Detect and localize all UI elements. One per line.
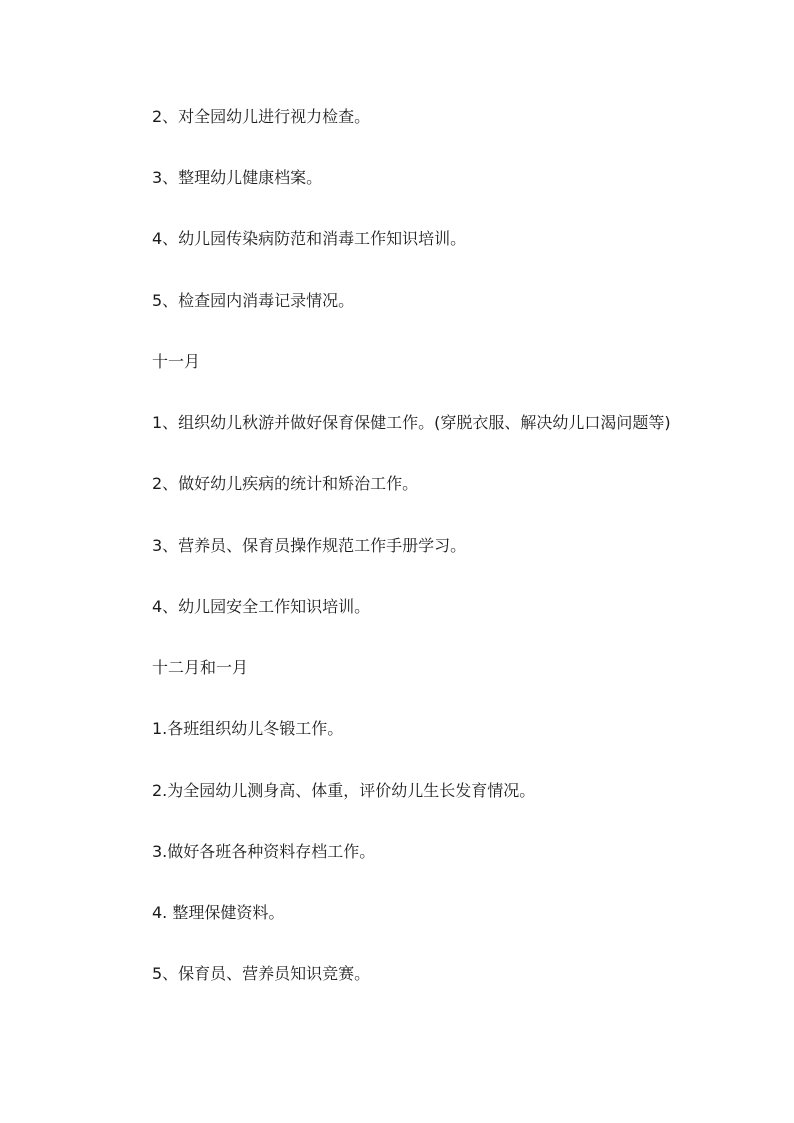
list-item-winter-exercise: 1.各班组织幼儿冬锻工作。 (152, 719, 344, 738)
list-item-manual-study: 3、营养员、保育员操作规范工作手册学习。 (152, 536, 467, 555)
list-item-disease-training: 4、幼儿园传染病防范和消毒工作知识培训。 (152, 229, 467, 248)
list-item-knowledge-contest: 5、保育员、营养员知识竞赛。 (152, 964, 371, 983)
list-item-vision-check: 2、对全园幼儿进行视力检查。 (152, 107, 371, 126)
list-item-safety-training: 4、幼儿园安全工作知识培训。 (152, 597, 371, 616)
list-item-disinfection-records: 5、检查园内消毒记录情况。 (152, 291, 355, 310)
list-item-disease-statistics: 2、做好幼儿疾病的统计和矫治工作。 (152, 474, 419, 493)
list-item-autumn-outing: 1、组织幼儿秋游并做好保育保健工作。(穿脱衣服、解决幼儿口渴问题等) (152, 413, 671, 432)
section-heading-november: 十一月 (152, 352, 201, 371)
list-item-growth-evaluation: 2.为全园幼儿测身高、体重，评价幼儿生长发育情况。 (152, 781, 536, 800)
list-item-health-records: 3、整理幼儿健康档案。 (152, 168, 323, 187)
list-item-organize-health-data: 4. 整理保健资料。 (152, 903, 285, 922)
list-item-archive-materials: 3.做好各班各种资料存档工作。 (152, 842, 376, 861)
section-heading-december-january: 十二月和一月 (152, 658, 249, 677)
